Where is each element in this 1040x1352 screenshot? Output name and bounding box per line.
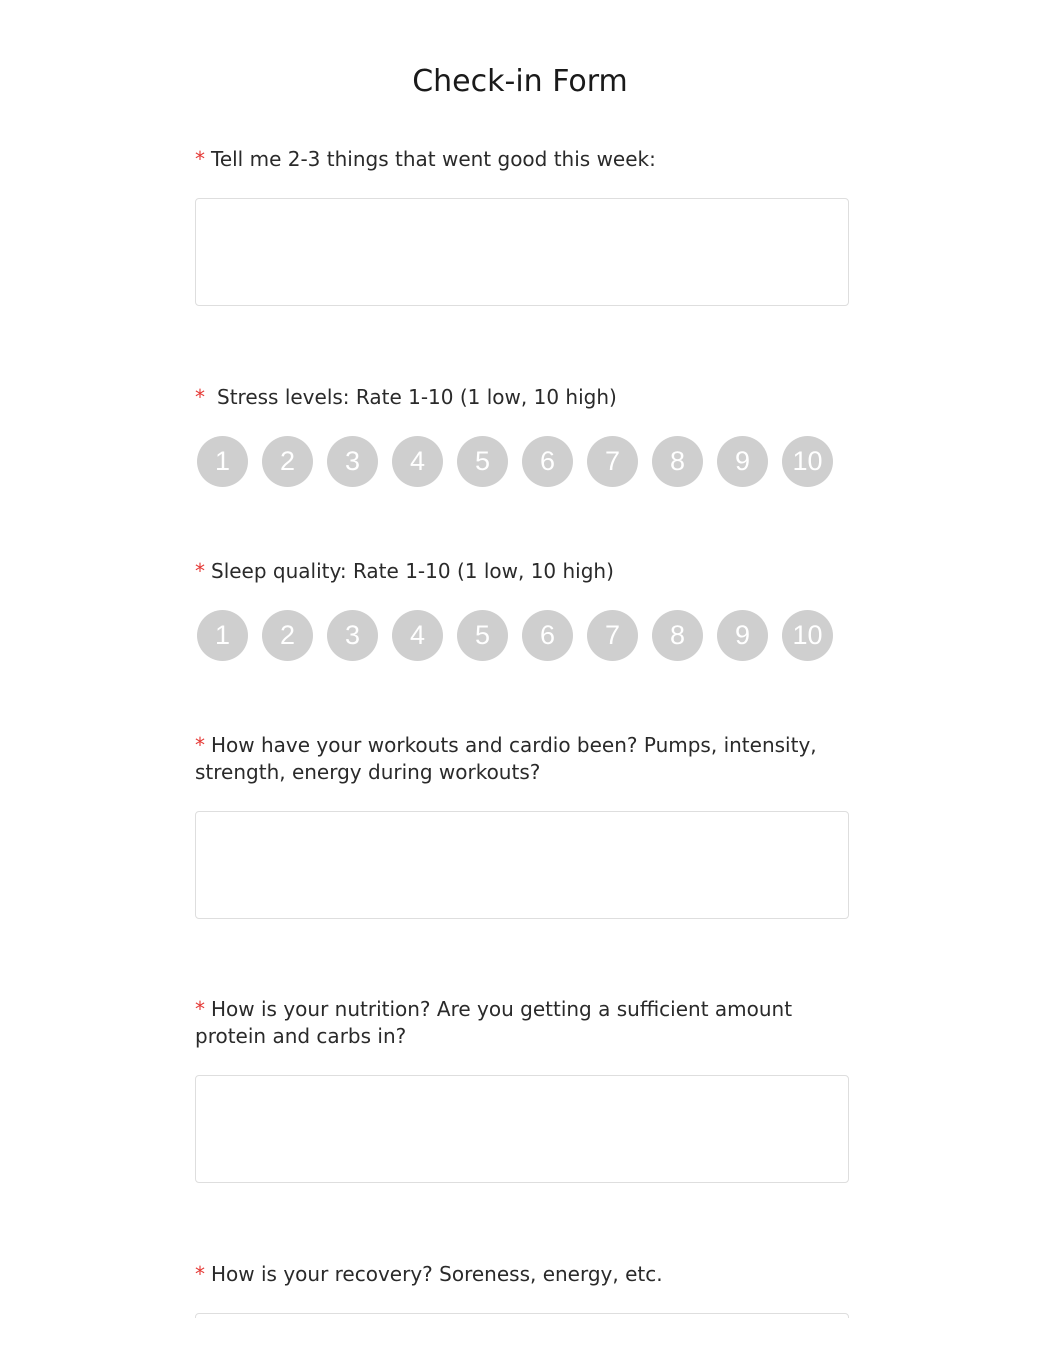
question-label: Tell me 2-3 things that went good this week: — [211, 147, 656, 171]
question-recovery — [195, 1261, 849, 1288]
required-marker: * — [195, 733, 205, 757]
stress-rating — [197, 436, 833, 487]
stress-rating-option[interactable]: 10 — [782, 436, 833, 487]
question-label: Stress levels: Rate 1-10 (1 low, 10 high) — [217, 385, 617, 409]
sleep-rating-option[interactable]: 6 — [522, 610, 573, 661]
stress-rating-option[interactable]: 7 — [587, 436, 638, 487]
sleep-rating-option[interactable]: 7 — [587, 610, 638, 661]
question-label: How is your recovery? Soreness, energy, etc. — [211, 1262, 663, 1286]
question-stress-levels — [195, 384, 849, 411]
nutrition-input[interactable] — [195, 1075, 849, 1183]
stress-rating-option[interactable]: 8 — [652, 436, 703, 487]
question-workouts — [195, 732, 849, 786]
stress-rating-option[interactable]: 1 — [197, 436, 248, 487]
sleep-rating-option[interactable]: 3 — [327, 610, 378, 661]
question-sleep-quality — [195, 558, 849, 585]
question-label: Sleep quality: Rate 1-10 (1 low, 10 high) — [211, 559, 614, 583]
required-marker: * — [195, 147, 205, 171]
good-things-textarea[interactable] — [196, 199, 848, 305]
sleep-rating-option[interactable]: 9 — [717, 610, 768, 661]
recovery-textarea[interactable] — [196, 1314, 848, 1318]
required-marker: * — [195, 559, 205, 583]
workouts-input[interactable] — [195, 811, 849, 919]
question-label: How have your workouts and cardio been? Pumps, intensity, strength, energy during workouts? — [195, 733, 817, 784]
required-marker: * — [195, 997, 205, 1021]
sleep-rating-option[interactable]: 1 — [197, 610, 248, 661]
nutrition-textarea[interactable] — [196, 1076, 848, 1182]
sleep-rating-option[interactable]: 2 — [262, 610, 313, 661]
question-nutrition — [195, 996, 849, 1050]
workouts-textarea[interactable] — [196, 812, 848, 918]
stress-rating-option[interactable]: 5 — [457, 436, 508, 487]
stress-rating-option[interactable]: 4 — [392, 436, 443, 487]
stress-rating-option[interactable]: 3 — [327, 436, 378, 487]
sleep-rating-option[interactable]: 10 — [782, 610, 833, 661]
sleep-rating-option[interactable]: 5 — [457, 610, 508, 661]
sleep-rating-option[interactable]: 4 — [392, 610, 443, 661]
stress-rating-option[interactable]: 9 — [717, 436, 768, 487]
required-marker: * — [195, 385, 205, 409]
question-good-things — [195, 146, 849, 173]
sleep-rating-option[interactable]: 8 — [652, 610, 703, 661]
required-marker: * — [195, 1262, 205, 1286]
stress-rating-option[interactable]: 2 — [262, 436, 313, 487]
stress-rating-option[interactable]: 6 — [522, 436, 573, 487]
sleep-rating — [197, 610, 833, 661]
form-title: Check-in Form — [412, 64, 628, 99]
good-things-input[interactable] — [195, 198, 849, 306]
recovery-input[interactable] — [195, 1313, 849, 1318]
question-label: How is your nutrition? Are you getting a sufficient amount protein and carbs in? — [195, 997, 793, 1048]
